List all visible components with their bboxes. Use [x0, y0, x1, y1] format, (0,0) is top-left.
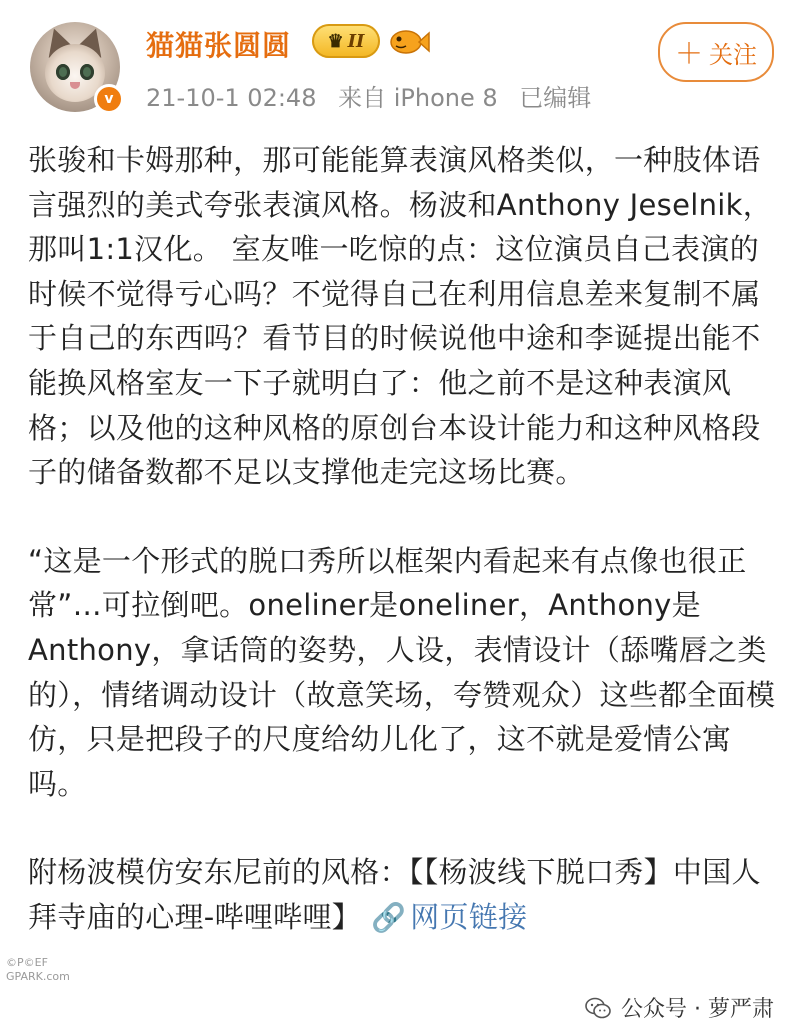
post-meta [146, 78, 605, 113]
follow-button-label: 关注 [709, 40, 757, 69]
post-paragraph-attachment [28, 850, 778, 940]
plus-icon: ＋ [674, 37, 703, 70]
post-date: 21-10-1 02:48 [146, 84, 317, 112]
avatar-cat-eye-right [80, 64, 94, 80]
post-edited-label: 已编辑 [519, 84, 592, 112]
post-source: 来自 iPhone 8 [338, 84, 498, 112]
post-body [28, 138, 778, 941]
post-header [0, 0, 800, 130]
corner-watermark-line2: GPARK.com [6, 970, 70, 983]
follow-button[interactable] [658, 22, 774, 82]
crown-icon: ♛ [327, 30, 344, 52]
corner-watermark [6, 956, 70, 984]
attachment-text: 附杨波模仿安东尼前的风格：【【杨波线下脱口秀】中国人拜寺庙的心理-哔哩哔哩】 [28, 855, 761, 934]
wechat-watermark-text: 公众号 · 萝严肃 [621, 997, 774, 1022]
username[interactable]: 猫猫张圆圆 [146, 29, 292, 62]
verified-badge-icon: v [94, 84, 124, 114]
post-paragraph: 张骏和卡姆那种，那可能能算表演风格类似，一种肢体语言强烈的美式夸张表演风格。杨波和Anthony Jeselnik，那叫1:1汉化。 室友唯一吃惊的点：这位演员自己表演的时候不觉得亏心吗？不觉得自己在利用信息差来复制不属于自己的东西吗？看节目的时候说他中途和李诞提出能不能换风格室友一下子就明白了：他之前不是这种表演风格；以及他的这种风格的原创台本设计能力和这种风格段子的储备数都不足以支撑他走完这场比赛。 [28, 143, 773, 490]
web-link[interactable]: 网页链接 [410, 899, 528, 934]
link-icon[interactable]: 🔗 [371, 900, 407, 934]
avatar-cat-eye-left [56, 64, 70, 80]
level-crown-badge-icon[interactable] [312, 24, 380, 58]
avatar-cat-nose [70, 82, 80, 89]
wechat-watermark [585, 992, 774, 1023]
wechat-icon [585, 997, 611, 1019]
fish-badge-icon[interactable] [388, 28, 430, 56]
post-paragraph: “这是一个形式的脱口秀所以框架内看起来有点像也很正常”…可拉倒吧。oneliner是oneliner，Anthony是Anthony，拿话筒的姿势，人设，表情设计（舔嘴唇之类的），情绪调动设计（故意笑场，夸赞观众）这些都全面模仿，只是把段子的尺度给幼儿化了，这不就是爱情公寓吗。 [28, 543, 776, 801]
corner-watermark-line1: ©P©EF [6, 956, 48, 969]
badge-level-text: II [347, 30, 365, 52]
